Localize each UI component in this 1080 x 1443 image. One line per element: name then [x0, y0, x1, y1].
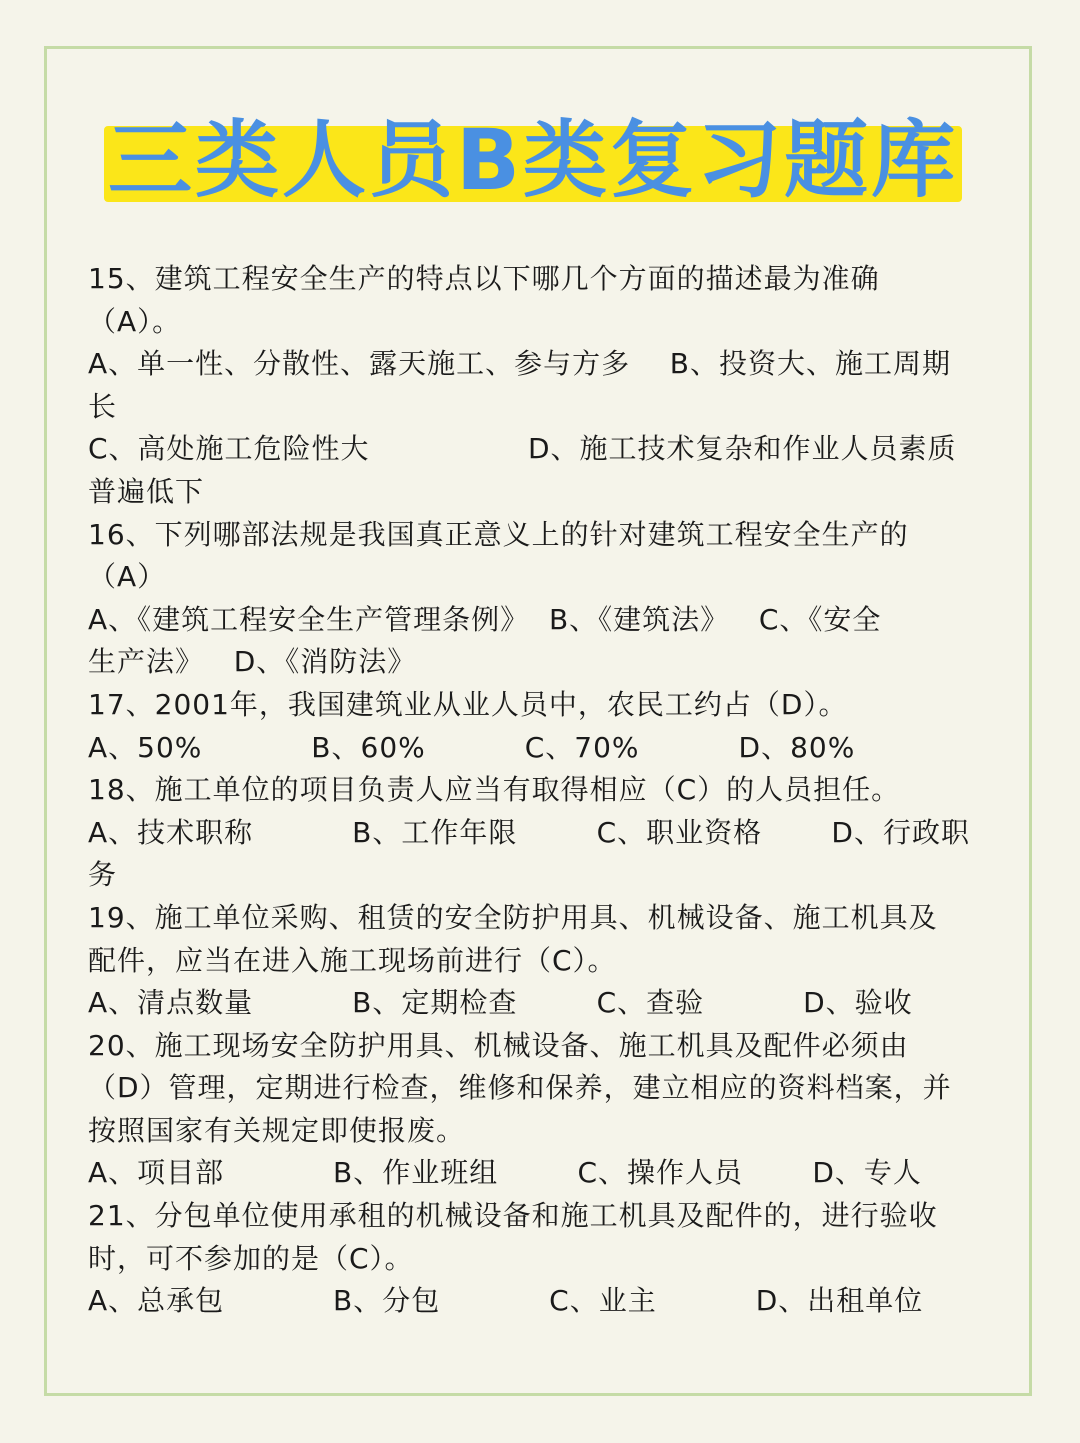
text-line: A、技术职称 B、工作年限 C、职业资格 D、行政职 [88, 815, 970, 849]
text-line: 按照国家有关规定即使报废。 [88, 1113, 466, 1147]
text-line: 生产法》 D、《消防法》 [88, 645, 417, 679]
text-line: 配件，应当在进入施工现场前进行（C）。 [88, 943, 617, 977]
text-line: 长 [88, 389, 118, 423]
text-line: C、高处施工危险性大 D、施工技术复杂和作业人员素质 [88, 432, 957, 466]
text-line: A、清点数量 B、定期检查 C、查验 D、验收 [88, 986, 913, 1020]
text-line: 时，可不参加的是（C）。 [88, 1241, 414, 1275]
text-line: 17、2001年，我国建筑业从业人员中，农民工约占（D）。 [88, 687, 848, 721]
text-line: A、单一性、分散性、露天施工、参与方多 B、投资大、施工周期 [88, 347, 951, 381]
text-line: 普遍低下 [88, 474, 205, 508]
text-line: 务 [88, 858, 118, 892]
text-line: （A）。 [88, 304, 182, 338]
text-line: （D）管理，定期进行检查，维修和保养，建立相应的资料档案，并 [88, 1071, 952, 1105]
text-line: 19、施工单位采购、租赁的安全防护用具、机械设备、施工机具及 [88, 900, 938, 934]
text-line: 18、施工单位的项目负责人应当有取得相应（C）的人员担任。 [88, 773, 901, 807]
text-line: A、总承包 B、分包 C、业主 D、出租单位 [88, 1284, 924, 1318]
page-title: 三类人员B类复习题库 [107, 111, 959, 209]
text-line: A、《建筑工程安全生产管理条例》 B、《建筑法》 C、《安全 [88, 602, 882, 636]
text-line: 21、分包单位使用承租的机械设备和施工机具及配件的，进行验收 [88, 1199, 938, 1233]
text-line: A、项目部 B、作业班组 C、操作人员 D、专人 [88, 1156, 922, 1190]
text-line: 15、建筑工程安全生产的特点以下哪几个方面的描述最为准确 [88, 262, 880, 295]
title-banner [104, 112, 962, 208]
question-list [88, 258, 988, 1323]
text-line: 20、施工现场安全防护用具、机械设备、施工机具及配件必须由 [88, 1028, 909, 1062]
text-line: 16、下列哪部法规是我国真正意义上的针对建筑工程安全生产的 [88, 517, 909, 551]
text-line: A、50% B、60% C、70% D、80% [88, 730, 856, 764]
text-line: （A） [88, 560, 167, 594]
